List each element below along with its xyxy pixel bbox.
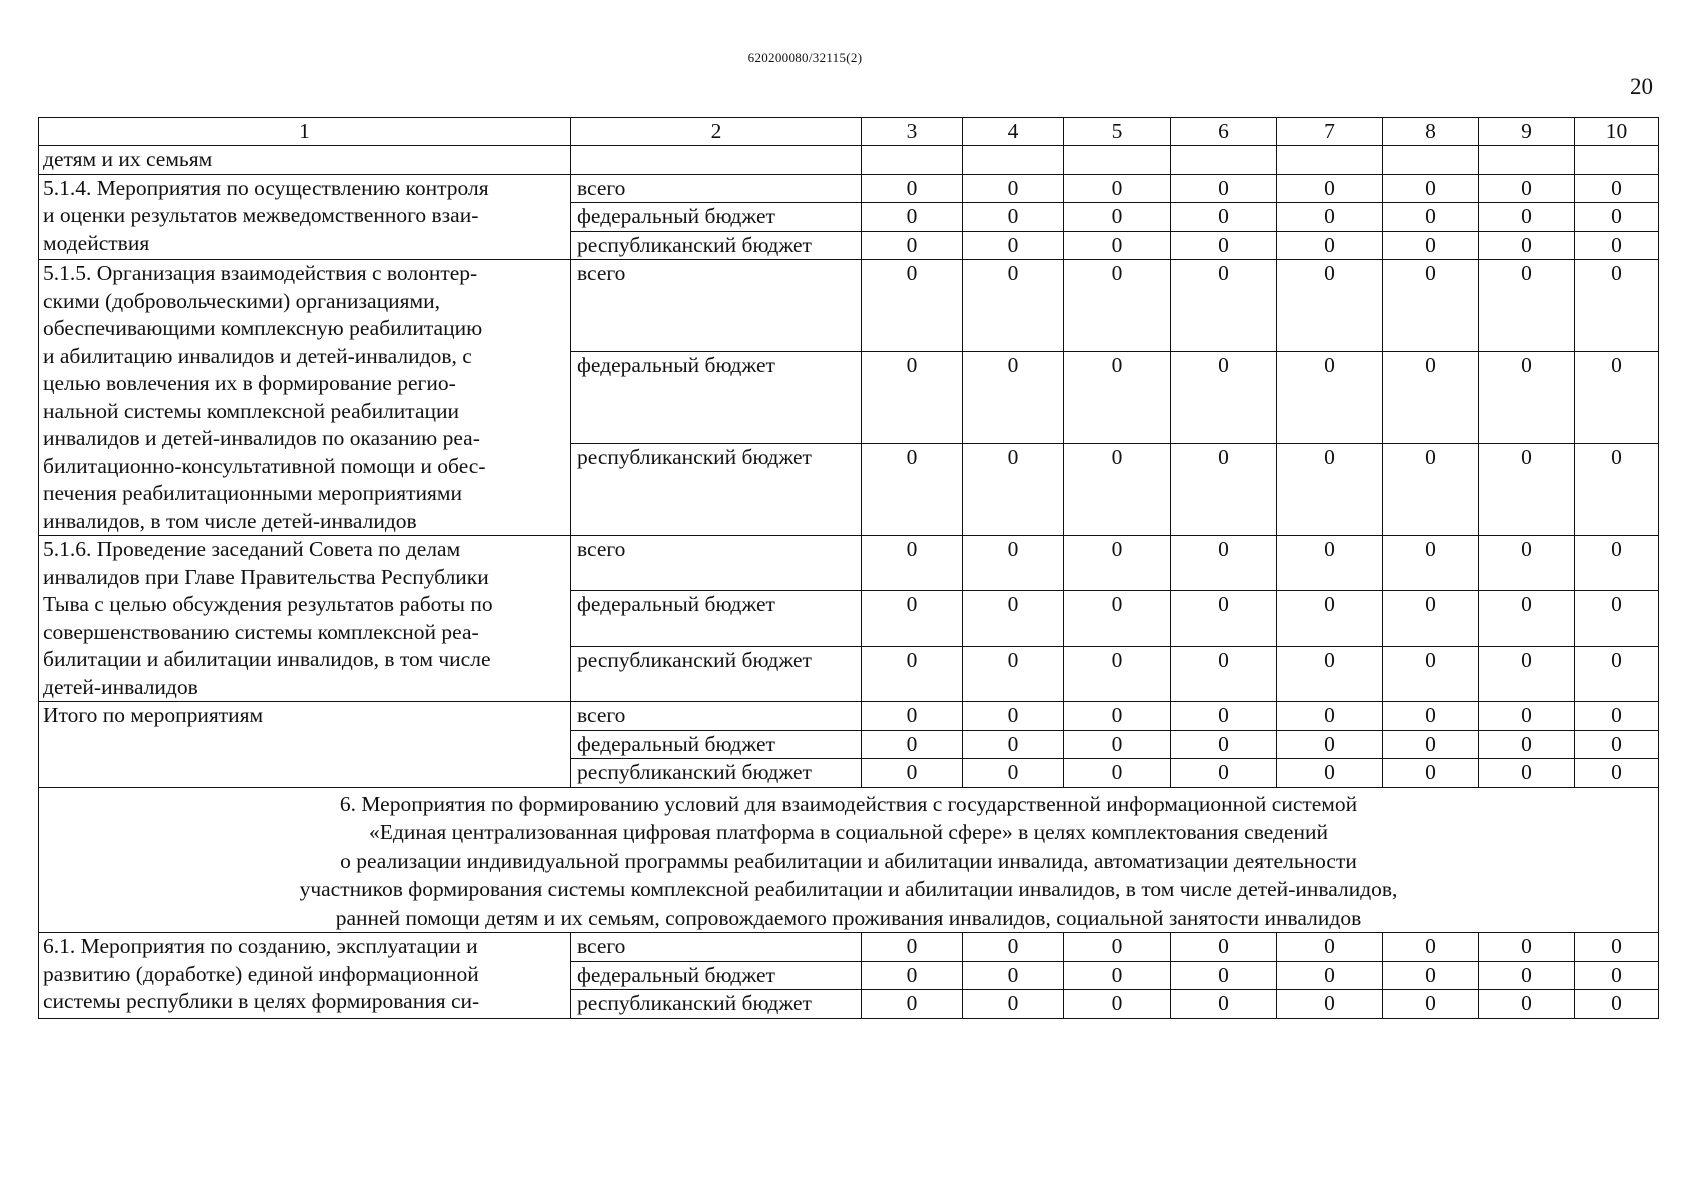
label-line: билитации и абилитации инвалидов, в том числе xyxy=(43,647,491,671)
value-cell: 0 xyxy=(1383,352,1479,444)
value-cell: 0 xyxy=(1383,933,1479,962)
value-cell: 0 xyxy=(963,536,1064,591)
value-cell: 0 xyxy=(1171,260,1277,352)
section-heading-line: ранней помощи детям и их семьям, сопровождаемого проживания инвалидов, социальной занятости инвалидов xyxy=(335,905,1362,930)
label-line: печения реабилитационными мероприятиями xyxy=(43,481,463,505)
value-cell: 0 xyxy=(1064,591,1171,646)
value-cell: 0 xyxy=(1277,231,1383,260)
table-row xyxy=(39,702,1659,731)
activity-label xyxy=(39,933,571,1019)
value-cell: 0 xyxy=(963,730,1064,759)
value-cell: 0 xyxy=(1277,444,1383,536)
value-cell: 0 xyxy=(963,352,1064,444)
value-cell: 0 xyxy=(1479,352,1575,444)
value-cell: 0 xyxy=(1383,990,1479,1019)
value-cell: 0 xyxy=(1277,646,1383,701)
value-cell: 0 xyxy=(1171,990,1277,1019)
value-cell: 0 xyxy=(1383,444,1479,536)
value-cell: 0 xyxy=(1064,260,1171,352)
value-cell: 0 xyxy=(1479,174,1575,203)
funding-source: всего xyxy=(571,702,862,731)
value-cell: 0 xyxy=(1479,231,1575,260)
value-cell: 0 xyxy=(1171,174,1277,203)
value-cell: 0 xyxy=(862,444,963,536)
value-cell: 0 xyxy=(1064,174,1171,203)
continuation-row xyxy=(39,146,1659,175)
section-heading xyxy=(39,787,1659,933)
section-heading-line: участников формирования системы комплексной реабилитации и абилитации инвалидов, в том числе детей-инвалидов, xyxy=(299,877,1398,901)
value-cell: 0 xyxy=(1064,990,1171,1019)
value-cell: 0 xyxy=(862,990,963,1019)
value-cell: 0 xyxy=(1479,444,1575,536)
value-cell: 0 xyxy=(1277,759,1383,788)
value-cell: 0 xyxy=(1171,730,1277,759)
value-cell: 0 xyxy=(1383,591,1479,646)
value-cell: 0 xyxy=(1575,730,1659,759)
column-number: 4 xyxy=(963,118,1064,146)
label-line: и абилитацию инвалидов и детей-инвалидов, с xyxy=(43,343,472,368)
empty-cell xyxy=(1064,146,1171,175)
label-line: детей-инвалидов xyxy=(43,674,198,699)
value-cell: 0 xyxy=(862,759,963,788)
funding-source: всего xyxy=(571,174,862,203)
value-cell: 0 xyxy=(1383,231,1479,260)
value-cell: 0 xyxy=(1277,174,1383,203)
page-number: 20 xyxy=(1630,74,1653,99)
document-code: 620200080/32115(2) xyxy=(747,50,863,65)
value-cell: 0 xyxy=(1383,536,1479,591)
activity-label xyxy=(39,260,571,536)
value-cell: 0 xyxy=(1479,536,1575,591)
table-row xyxy=(39,174,1659,203)
value-cell: 0 xyxy=(963,759,1064,788)
empty-cell xyxy=(571,146,862,175)
value-cell: 0 xyxy=(1171,961,1277,990)
value-cell: 0 xyxy=(1171,203,1277,232)
section-heading-line: о реализации индивидуальной программы реабилитации и абилитации инвалида, автоматизации деятельности xyxy=(340,848,1357,873)
value-cell: 0 xyxy=(1064,702,1171,731)
column-number: 10 xyxy=(1575,118,1659,146)
value-cell: 0 xyxy=(1479,933,1575,962)
empty-cell xyxy=(1479,146,1575,175)
value-cell: 0 xyxy=(1383,702,1479,731)
value-cell: 0 xyxy=(1575,536,1659,591)
value-cell: 0 xyxy=(963,203,1064,232)
value-cell: 0 xyxy=(862,730,963,759)
funding-source: федеральный бюджет xyxy=(571,730,862,759)
value-cell: 0 xyxy=(862,961,963,990)
activity-label xyxy=(39,702,571,788)
activity-label xyxy=(39,174,571,260)
value-cell: 0 xyxy=(963,260,1064,352)
value-cell: 0 xyxy=(862,203,963,232)
value-cell: 0 xyxy=(1479,702,1575,731)
label-line: 5.1.5. Организация взаимодействия с волонтер- xyxy=(43,261,478,285)
value-cell: 0 xyxy=(1575,203,1659,232)
label-line: системы республики в целях формирования си- xyxy=(43,989,480,1013)
value-cell: 0 xyxy=(963,933,1064,962)
empty-cell xyxy=(1575,146,1659,175)
value-cell: 0 xyxy=(963,646,1064,701)
funding-source: республиканский бюджет xyxy=(571,759,862,788)
column-number: 3 xyxy=(862,118,963,146)
table-body xyxy=(39,118,1659,1019)
value-cell: 0 xyxy=(963,174,1064,203)
value-cell: 0 xyxy=(963,591,1064,646)
empty-cell xyxy=(862,146,963,175)
value-cell: 0 xyxy=(963,444,1064,536)
value-cell: 0 xyxy=(1171,759,1277,788)
value-cell: 0 xyxy=(1479,961,1575,990)
value-cell: 0 xyxy=(1064,203,1171,232)
value-cell: 0 xyxy=(1171,444,1277,536)
funding-source: всего xyxy=(571,536,862,591)
value-cell: 0 xyxy=(1575,260,1659,352)
value-cell: 0 xyxy=(1575,444,1659,536)
table-row xyxy=(39,260,1659,352)
value-cell: 0 xyxy=(1383,730,1479,759)
label-line: Тыва с целью обсуждения результатов работы по xyxy=(43,592,493,616)
value-cell: 0 xyxy=(1479,646,1575,701)
empty-cell xyxy=(963,146,1064,175)
empty-cell xyxy=(1171,146,1277,175)
value-cell: 0 xyxy=(1171,591,1277,646)
value-cell: 0 xyxy=(1171,352,1277,444)
value-cell: 0 xyxy=(862,536,963,591)
label-line: модействия xyxy=(43,230,150,255)
value-cell: 0 xyxy=(862,591,963,646)
label-line: совершенствованию системы комплексной реа- xyxy=(43,619,479,644)
budget-table xyxy=(38,117,1659,1019)
value-cell: 0 xyxy=(1575,352,1659,444)
value-cell: 0 xyxy=(1277,203,1383,232)
value-cell: 0 xyxy=(862,174,963,203)
value-cell: 0 xyxy=(1479,591,1575,646)
value-cell: 0 xyxy=(1171,702,1277,731)
value-cell: 0 xyxy=(963,990,1064,1019)
column-number: 7 xyxy=(1277,118,1383,146)
value-cell: 0 xyxy=(862,231,963,260)
column-number: 1 xyxy=(39,118,571,146)
value-cell: 0 xyxy=(862,702,963,731)
label-line: 6.1. Мероприятия по созданию, эксплуатации и xyxy=(43,934,478,958)
value-cell: 0 xyxy=(1171,231,1277,260)
funding-source: республиканский бюджет xyxy=(571,231,862,260)
value-cell: 0 xyxy=(1479,730,1575,759)
label-line: инвалидов, в том числе детей-инвалидов xyxy=(43,508,417,533)
value-cell: 0 xyxy=(1277,933,1383,962)
label-line: обеспечивающими комплексную реабилитацию xyxy=(43,316,483,340)
value-cell: 0 xyxy=(1383,759,1479,788)
value-cell: 0 xyxy=(1277,702,1383,731)
section-heading-line: «Единая централизованная цифровая платформа в социальной сфере» в целях комплектования сведений xyxy=(369,820,1328,844)
activity-label xyxy=(39,536,571,702)
funding-source: федеральный бюджет xyxy=(571,961,862,990)
value-cell: 0 xyxy=(1064,352,1171,444)
value-cell: 0 xyxy=(1277,591,1383,646)
funding-source: всего xyxy=(571,933,862,962)
column-number: 6 xyxy=(1171,118,1277,146)
column-number: 5 xyxy=(1064,118,1171,146)
value-cell: 0 xyxy=(1575,702,1659,731)
column-number: 2 xyxy=(571,118,862,146)
value-cell: 0 xyxy=(963,961,1064,990)
funding-source: федеральный бюджет xyxy=(571,203,862,232)
table-row xyxy=(39,536,1659,591)
value-cell: 0 xyxy=(1064,444,1171,536)
value-cell: 0 xyxy=(862,260,963,352)
value-cell: 0 xyxy=(1575,646,1659,701)
funding-source: республиканский бюджет xyxy=(571,646,862,701)
label-line: скими (добровольческими) организациями, xyxy=(43,288,440,313)
value-cell: 0 xyxy=(1383,260,1479,352)
column-number: 8 xyxy=(1383,118,1479,146)
funding-source: федеральный бюджет xyxy=(571,591,862,646)
value-cell: 0 xyxy=(1171,933,1277,962)
value-cell: 0 xyxy=(1575,231,1659,260)
value-cell: 0 xyxy=(1064,231,1171,260)
funding-source: федеральный бюджет xyxy=(571,352,862,444)
value-cell: 0 xyxy=(1277,990,1383,1019)
value-cell: 0 xyxy=(1575,990,1659,1019)
empty-cell xyxy=(1277,146,1383,175)
value-cell: 0 xyxy=(1575,933,1659,962)
label-line: 5.1.6. Проведение заседаний Совета по делам xyxy=(43,537,461,561)
value-cell: 0 xyxy=(1277,352,1383,444)
value-cell: 0 xyxy=(1171,536,1277,591)
label-line: и оценки результатов межведомственного взаи- xyxy=(43,203,479,227)
table-row xyxy=(39,933,1659,962)
funding-source: всего xyxy=(571,260,862,352)
value-cell: 0 xyxy=(1064,536,1171,591)
section-row xyxy=(39,787,1659,933)
empty-cell xyxy=(1383,146,1479,175)
value-cell: 0 xyxy=(963,231,1064,260)
section-heading-line: 6. Мероприятия по формированию условий для взаимодействия с государственной информационной системой xyxy=(339,791,1358,816)
value-cell: 0 xyxy=(862,352,963,444)
label-line: нальной системы комплексной реабилитации xyxy=(43,398,460,423)
funding-source: республиканский бюджет xyxy=(571,444,862,536)
value-cell: 0 xyxy=(1479,260,1575,352)
value-cell: 0 xyxy=(1575,591,1659,646)
label-line: развитию (доработке) единой информационной xyxy=(43,961,479,986)
value-cell: 0 xyxy=(1479,203,1575,232)
continuation-text: детям и их семьям xyxy=(39,146,571,175)
value-cell: 0 xyxy=(1277,536,1383,591)
value-cell: 0 xyxy=(1383,646,1479,701)
value-cell: 0 xyxy=(862,646,963,701)
value-cell: 0 xyxy=(1277,961,1383,990)
value-cell: 0 xyxy=(1064,961,1171,990)
value-cell: 0 xyxy=(1064,646,1171,701)
column-number: 9 xyxy=(1479,118,1575,146)
value-cell: 0 xyxy=(1575,961,1659,990)
value-cell: 0 xyxy=(1064,730,1171,759)
label-line: билитационно-консультативной помощи и обес- xyxy=(43,453,486,478)
value-cell: 0 xyxy=(1277,260,1383,352)
header-row xyxy=(39,118,1659,146)
value-cell: 0 xyxy=(1383,203,1479,232)
value-cell: 0 xyxy=(1575,174,1659,203)
label-line: инвалидов и детей-инвалидов по оказанию реа- xyxy=(43,426,480,450)
label-line: инвалидов при Главе Правительства Республики xyxy=(43,564,489,589)
label-line: Итого по мероприятиям xyxy=(43,703,264,727)
value-cell: 0 xyxy=(1277,730,1383,759)
label-line: 5.1.4. Мероприятия по осуществлению контроля xyxy=(43,175,489,200)
funding-source: республиканский бюджет xyxy=(571,990,862,1019)
value-cell: 0 xyxy=(963,702,1064,731)
value-cell: 0 xyxy=(1383,961,1479,990)
value-cell: 0 xyxy=(862,933,963,962)
value-cell: 0 xyxy=(1383,174,1479,203)
value-cell: 0 xyxy=(1064,759,1171,788)
value-cell: 0 xyxy=(1064,933,1171,962)
value-cell: 0 xyxy=(1171,646,1277,701)
label-line: целью вовлечения их в формирование регио- xyxy=(43,371,456,395)
value-cell: 0 xyxy=(1479,990,1575,1019)
value-cell: 0 xyxy=(1479,759,1575,788)
value-cell: 0 xyxy=(1575,759,1659,788)
